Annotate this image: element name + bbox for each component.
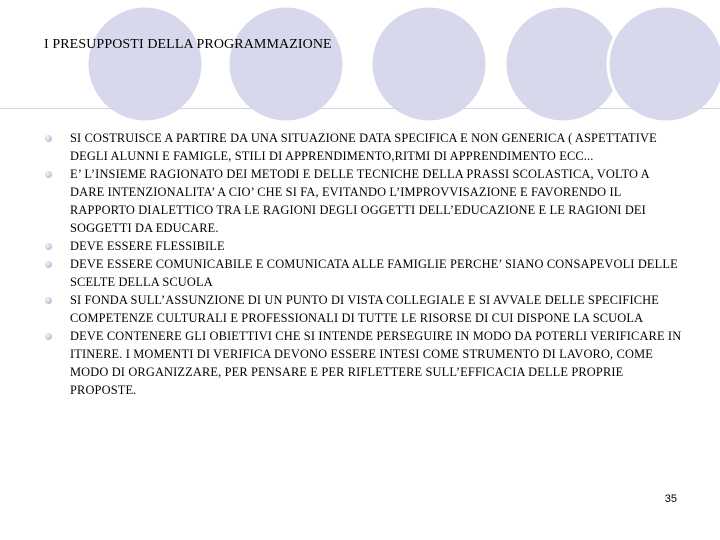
- bullet-item: [45, 255, 685, 291]
- bullet-item: [45, 291, 685, 327]
- decorative-circle: [608, 6, 720, 122]
- page-number: 35: [664, 493, 677, 505]
- header-divider: [0, 108, 720, 109]
- bullet-text: DEVE ESSERE FLESSIBILE: [70, 239, 225, 253]
- bullet-dot-icon: [45, 171, 52, 178]
- decorative-circle: [505, 6, 621, 122]
- bullet-dot-icon: [45, 333, 52, 340]
- bullet-text: SI FONDA SULL’ASSUNZIONE DI UN PUNTO DI VISTA COLLEGIALE E SI AVVALE DELLE SPECIFICHE COMPETENZE CULTURALI E PROFESSIONALI DI TUTTE LE RISORSE DI CUI DISPONE LA SCUOLA: [70, 293, 659, 325]
- bullet-text: SI COSTRUISCE A PARTIRE DA UNA SITUAZIONE DATA SPECIFICA E NON GENERICA ( ASPETTATIVE DEGLI ALUNNI E FAMIGLE, STILI DI APPRENDIMENTO,RITMI DI APPRENDIMENTO ECC...: [70, 131, 657, 163]
- bullet-text: DEVE ESSERE COMUNICABILE E COMUNICATA ALLE FAMIGLIE PERCHE’ SIANO CONSAPEVOLI DELLE SCELTE DELLA SCUOLA: [70, 257, 678, 289]
- bullet-text: DEVE CONTENERE GLI OBIETTIVI CHE SI INTENDE PERSEGUIRE IN MODO DA POTERLI VERIFICARE IN ITINERE. I MOMENTI DI VERIFICA DEVONO ESSERE INTESI COME STRUMENTO DI LAVORO, COME MODO DI ORGANIZZARE, PER PENSARE E PER RIFLETTERE SULL’EFFICACIA DELLE PROPRIE PROPOSTE.: [70, 329, 682, 397]
- bullet-item: [45, 237, 685, 255]
- decorative-circle: [371, 6, 487, 122]
- bullet-dot-icon: [45, 297, 52, 304]
- bullet-item: [45, 327, 685, 399]
- decorative-circle: [87, 6, 203, 122]
- slide-title: I PRESUPPOSTI DELLA PROGRAMMAZIONE: [44, 37, 332, 52]
- bullet-text: E’ L’INSIEME RAGIONATO DEI METODI E DELLE TECNICHE DELLA PRASSI SCOLASTICA, VOLTO A DARE INTENZIONALITA’ A CIO’ CHE SI FA, EVITANDO L’IMPROVVISAZIONE E FAVORENDO IL RAPPORTO DIALETTICO TRA LE RAGIONI DEGLI OGGETTI DELL’EDUCAZIONE E LE RAGIONI DEI SOGGETTI DA EDUCARE.: [70, 167, 650, 235]
- bullet-dot-icon: [45, 135, 52, 142]
- decorative-circle: [228, 6, 344, 122]
- bullet-list: [45, 129, 685, 399]
- bullet-dot-icon: [45, 261, 52, 268]
- bullet-dot-icon: [45, 243, 52, 250]
- bullet-item: [45, 165, 685, 237]
- circle-group: [87, 6, 720, 122]
- bullet-item: [45, 129, 685, 165]
